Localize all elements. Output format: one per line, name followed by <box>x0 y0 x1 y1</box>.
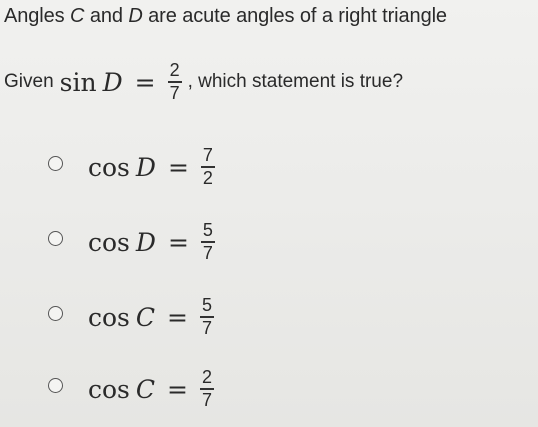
given-fn: sin <box>59 67 97 97</box>
given-var: D <box>102 67 123 97</box>
title-var-d: D <box>128 5 143 27</box>
problem-title <box>4 4 447 28</box>
given-denominator: 7 <box>169 83 180 103</box>
question-rest: , which statement is true? <box>187 71 404 92</box>
title-prefix: Angles <box>4 5 71 27</box>
answer-option-2[interactable] <box>48 219 215 265</box>
answer-option-1[interactable] <box>48 144 215 190</box>
option-equation <box>88 221 215 263</box>
option-numerator: 7 <box>202 145 213 165</box>
option-equals: = <box>167 374 188 404</box>
title-suffix: are acute angles of a right triangle <box>142 5 447 27</box>
option-equals: = <box>167 302 188 332</box>
given-equals: = <box>134 67 156 97</box>
radio-button-icon[interactable] <box>48 306 63 321</box>
option-numerator: 5 <box>202 220 213 240</box>
option-fraction <box>201 221 215 263</box>
option-equals: = <box>167 227 189 257</box>
given-label: Given <box>4 71 54 92</box>
option-fraction <box>200 368 214 410</box>
given-equation <box>60 61 182 103</box>
question-prompt <box>4 60 403 104</box>
radio-button-icon[interactable] <box>48 231 63 246</box>
option-equals: = <box>167 152 189 182</box>
answer-option-4[interactable] <box>48 366 214 412</box>
option-denominator: 7 <box>202 243 213 263</box>
option-fn: cos <box>88 152 130 182</box>
option-fraction <box>200 296 214 338</box>
option-var: C <box>135 302 156 332</box>
option-equation <box>88 296 214 338</box>
option-var: C <box>135 374 156 404</box>
option-fn: cos <box>88 374 130 404</box>
option-numerator: 5 <box>201 295 212 315</box>
given-numerator: 2 <box>169 60 180 80</box>
title-var-c: C <box>70 5 85 27</box>
option-equation <box>88 146 215 188</box>
given-fraction <box>168 61 182 103</box>
option-denominator: 7 <box>201 390 212 410</box>
option-fn: cos <box>88 302 130 332</box>
radio-button-icon[interactable] <box>48 156 63 171</box>
answer-option-3[interactable] <box>48 294 214 340</box>
option-var: D <box>135 227 156 257</box>
title-middle: and <box>84 5 129 27</box>
option-denominator: 2 <box>202 168 213 188</box>
option-var: D <box>135 152 156 182</box>
option-numerator: 2 <box>201 367 212 387</box>
option-equation <box>88 368 214 410</box>
option-fn: cos <box>88 227 130 257</box>
option-denominator: 7 <box>201 318 212 338</box>
radio-button-icon[interactable] <box>48 378 63 393</box>
option-fraction <box>201 146 215 188</box>
